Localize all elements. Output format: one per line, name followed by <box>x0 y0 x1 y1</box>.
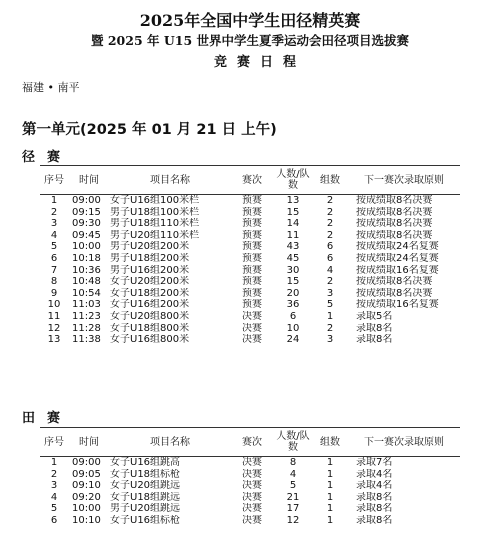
cell-event: 男子U16组200米 <box>110 264 190 276</box>
cell-rule: 录取4名 <box>356 468 393 480</box>
cell-time: 10:36 <box>72 264 101 276</box>
cell-time: 09:10 <box>72 480 101 492</box>
cell-round: 决赛 <box>242 457 262 468</box>
cell-count: 21 <box>286 491 300 503</box>
cell-count: 11 <box>286 229 300 241</box>
header-rule: 下一赛次录取原则 <box>348 166 460 195</box>
cell-rule: 按成绩取8名决赛 <box>356 287 433 299</box>
cell-count: 43 <box>286 241 300 253</box>
header-time: 时间 <box>68 428 110 457</box>
cell-groups: 2 <box>326 229 334 241</box>
cell-time: 10:48 <box>72 276 101 288</box>
cell-event: 女子U20组跳远 <box>110 480 181 492</box>
cell-event: 女子U18组跳远 <box>110 491 181 503</box>
header-event: 项目名称 <box>110 428 230 457</box>
cell-event: 女子U16组标枪 <box>110 514 181 526</box>
header-count: 人数/队数 <box>274 166 312 195</box>
cell-rule: 录取7名 <box>356 457 393 468</box>
cell-no: 12 <box>47 322 61 334</box>
cell-count: 15 <box>286 206 300 218</box>
table-row <box>40 492 460 504</box>
cell-event: 男子U18组110米栏 <box>110 218 200 230</box>
cell-time: 09:30 <box>72 218 101 230</box>
cell-no: 5 <box>50 241 58 253</box>
cell-rule: 按成绩取16名复赛 <box>356 264 439 276</box>
cell-no: 8 <box>50 276 58 288</box>
cell-groups: 1 <box>326 468 334 480</box>
cell-no: 4 <box>50 491 58 503</box>
cell-time: 09:00 <box>72 457 101 468</box>
cell-count: 14 <box>286 218 300 230</box>
cell-event: 男子U18组100米栏 <box>110 206 200 218</box>
cell-time: 11:03 <box>72 299 101 311</box>
cell-no: 7 <box>50 264 58 276</box>
cell-time: 09:20 <box>72 491 101 503</box>
unit-title: 第一单元(2025 年 01 月 21 日 上午) <box>22 122 277 138</box>
location-label: 福建 • 南平 <box>22 81 80 94</box>
cell-no: 3 <box>50 480 58 492</box>
cell-round: 决赛 <box>242 310 262 322</box>
cell-no: 2 <box>50 468 58 480</box>
cell-no: 6 <box>50 252 58 264</box>
table-row <box>40 241 460 253</box>
cell-time: 09:15 <box>72 206 101 218</box>
cell-groups: 1 <box>326 457 334 468</box>
cell-rule: 按成绩取8名决赛 <box>356 276 433 288</box>
cell-event: 女子U20组800米 <box>110 310 190 322</box>
cell-time: 10:10 <box>72 514 101 526</box>
header-groups: 组数 <box>312 166 348 195</box>
cell-count: 8 <box>289 457 297 468</box>
cell-no: 2 <box>50 206 58 218</box>
table-row <box>40 218 460 230</box>
table-row <box>40 480 460 492</box>
cell-round: 预赛 <box>242 299 262 311</box>
cell-no: 3 <box>50 218 58 230</box>
cell-round: 决赛 <box>242 322 262 334</box>
cell-count: 45 <box>286 252 300 264</box>
table-row <box>40 334 460 346</box>
header-round: 赛次 <box>230 428 274 457</box>
table-row <box>40 265 460 277</box>
cell-no: 5 <box>50 503 58 515</box>
cell-event: 女子U18组800米 <box>110 322 190 334</box>
cell-round: 预赛 <box>242 241 262 253</box>
cell-groups: 2 <box>326 195 334 206</box>
cell-rule: 按成绩取24名复赛 <box>356 241 439 253</box>
cell-no: 4 <box>50 229 58 241</box>
cell-time: 09:00 <box>72 195 101 206</box>
cell-event: 女子U20组200米 <box>110 276 190 288</box>
document-type: 竞赛日程 <box>213 55 306 70</box>
cell-rule: 录取4名 <box>356 480 393 492</box>
cell-time: 10:18 <box>72 252 101 264</box>
page-title: 2025年全国中学生田径精英赛 <box>139 11 361 30</box>
cell-rule: 录取8名 <box>356 491 393 503</box>
header-groups: 组数 <box>312 428 348 457</box>
cell-no: 6 <box>50 514 58 526</box>
field-section-label: 田赛 <box>22 411 73 426</box>
table-row <box>40 323 460 335</box>
cell-groups: 1 <box>326 480 334 492</box>
cell-groups: 2 <box>326 218 334 230</box>
cell-event: 女子U16组200米 <box>110 299 190 311</box>
cell-time: 10:00 <box>72 241 101 253</box>
cell-count: 17 <box>286 503 300 515</box>
cell-event: 女子U18组标枪 <box>110 468 181 480</box>
cell-time: 10:54 <box>72 287 101 299</box>
header-event: 项目名称 <box>110 166 230 195</box>
cell-round: 预赛 <box>242 287 262 299</box>
cell-count: 24 <box>286 334 300 346</box>
cell-rule: 按成绩取8名决赛 <box>356 206 433 218</box>
cell-rule: 录取8名 <box>356 334 393 346</box>
cell-groups: 1 <box>326 503 334 515</box>
cell-groups: 5 <box>326 299 334 311</box>
cell-round: 预赛 <box>242 264 262 276</box>
track-schedule-table <box>40 165 460 346</box>
table-header-row <box>40 166 460 195</box>
cell-groups: 1 <box>326 491 334 503</box>
cell-groups: 3 <box>326 334 334 346</box>
table-row <box>40 207 460 219</box>
cell-count: 6 <box>289 310 297 322</box>
cell-groups: 6 <box>326 252 334 264</box>
cell-count: 30 <box>286 264 300 276</box>
header-round: 赛次 <box>230 166 274 195</box>
cell-rule: 按成绩取8名决赛 <box>356 229 433 241</box>
cell-rule: 录取8名 <box>356 322 393 334</box>
cell-rule: 录取8名 <box>356 514 393 526</box>
cell-no: 1 <box>50 457 58 468</box>
cell-time: 11:23 <box>72 310 101 322</box>
table-row <box>40 195 460 207</box>
cell-groups: 4 <box>326 264 334 276</box>
cell-groups: 2 <box>326 276 334 288</box>
cell-event: 男子U20组110米栏 <box>110 229 200 241</box>
cell-round: 决赛 <box>242 514 262 526</box>
cell-groups: 3 <box>326 287 334 299</box>
table-row <box>40 230 460 242</box>
cell-groups: 2 <box>326 206 334 218</box>
cell-rule: 录取5名 <box>356 310 393 322</box>
cell-round: 决赛 <box>242 491 262 503</box>
cell-time: 09:45 <box>72 229 101 241</box>
cell-rule: 按成绩取8名决赛 <box>356 195 433 206</box>
cell-round: 预赛 <box>242 229 262 241</box>
cell-event: 男子U20组跳远 <box>110 503 181 515</box>
cell-event: 男子U18组200米 <box>110 252 190 264</box>
table-row <box>40 515 460 527</box>
cell-count: 12 <box>286 514 300 526</box>
cell-rule: 按成绩取24名复赛 <box>356 252 439 264</box>
table-header-row <box>40 428 460 457</box>
field-schedule-table <box>40 427 460 527</box>
cell-groups: 1 <box>326 514 334 526</box>
cell-rule: 录取8名 <box>356 503 393 515</box>
cell-round: 决赛 <box>242 468 262 480</box>
cell-count: 20 <box>286 287 300 299</box>
cell-count: 4 <box>289 468 297 480</box>
cell-event: 女子U16组800米 <box>110 334 190 346</box>
cell-groups: 1 <box>326 310 334 322</box>
cell-round: 决赛 <box>242 503 262 515</box>
page-subtitle: 暨 2025 年 U15 世界中学生夏季运动会田径项目选拔赛 <box>91 33 409 48</box>
header-count: 人数/队数 <box>274 428 312 457</box>
cell-rule: 按成绩取8名决赛 <box>356 218 433 230</box>
cell-round: 决赛 <box>242 334 262 346</box>
header-no: 序号 <box>40 166 68 195</box>
cell-count: 15 <box>286 276 300 288</box>
cell-rule: 按成绩取16名复赛 <box>356 299 439 311</box>
table-row <box>40 276 460 288</box>
table-row <box>40 288 460 300</box>
cell-count: 5 <box>289 480 297 492</box>
cell-round: 预赛 <box>242 218 262 230</box>
cell-groups: 6 <box>326 241 334 253</box>
cell-no: 11 <box>47 310 61 322</box>
table-row <box>40 299 460 311</box>
table-row <box>40 457 460 469</box>
header-no: 序号 <box>40 428 68 457</box>
cell-no: 10 <box>47 299 61 311</box>
table-row <box>40 253 460 265</box>
header-rule: 下一赛次录取原则 <box>348 428 460 457</box>
table-row <box>40 503 460 515</box>
cell-round: 决赛 <box>242 480 262 492</box>
cell-time: 09:05 <box>72 468 101 480</box>
cell-groups: 2 <box>326 322 334 334</box>
cell-no: 9 <box>50 287 58 299</box>
cell-time: 10:00 <box>72 503 101 515</box>
cell-event: 女子U16组100米栏 <box>110 195 200 206</box>
cell-event: 女子U16组跳高 <box>110 457 181 468</box>
cell-round: 预赛 <box>242 195 262 206</box>
cell-round: 预赛 <box>242 206 262 218</box>
cell-round: 预赛 <box>242 252 262 264</box>
cell-round: 预赛 <box>242 276 262 288</box>
track-section-label: 径赛 <box>22 150 73 165</box>
cell-no: 13 <box>47 334 61 346</box>
table-row <box>40 469 460 481</box>
table-row <box>40 311 460 323</box>
cell-time: 11:38 <box>72 334 101 346</box>
cell-no: 1 <box>50 195 58 206</box>
cell-event: 男子U20组200米 <box>110 241 190 253</box>
header-time: 时间 <box>68 166 110 195</box>
cell-event: 女子U18组200米 <box>110 287 190 299</box>
cell-time: 11:28 <box>72 322 101 334</box>
cell-count: 13 <box>286 195 300 206</box>
cell-count: 36 <box>286 299 300 311</box>
cell-count: 10 <box>286 322 300 334</box>
